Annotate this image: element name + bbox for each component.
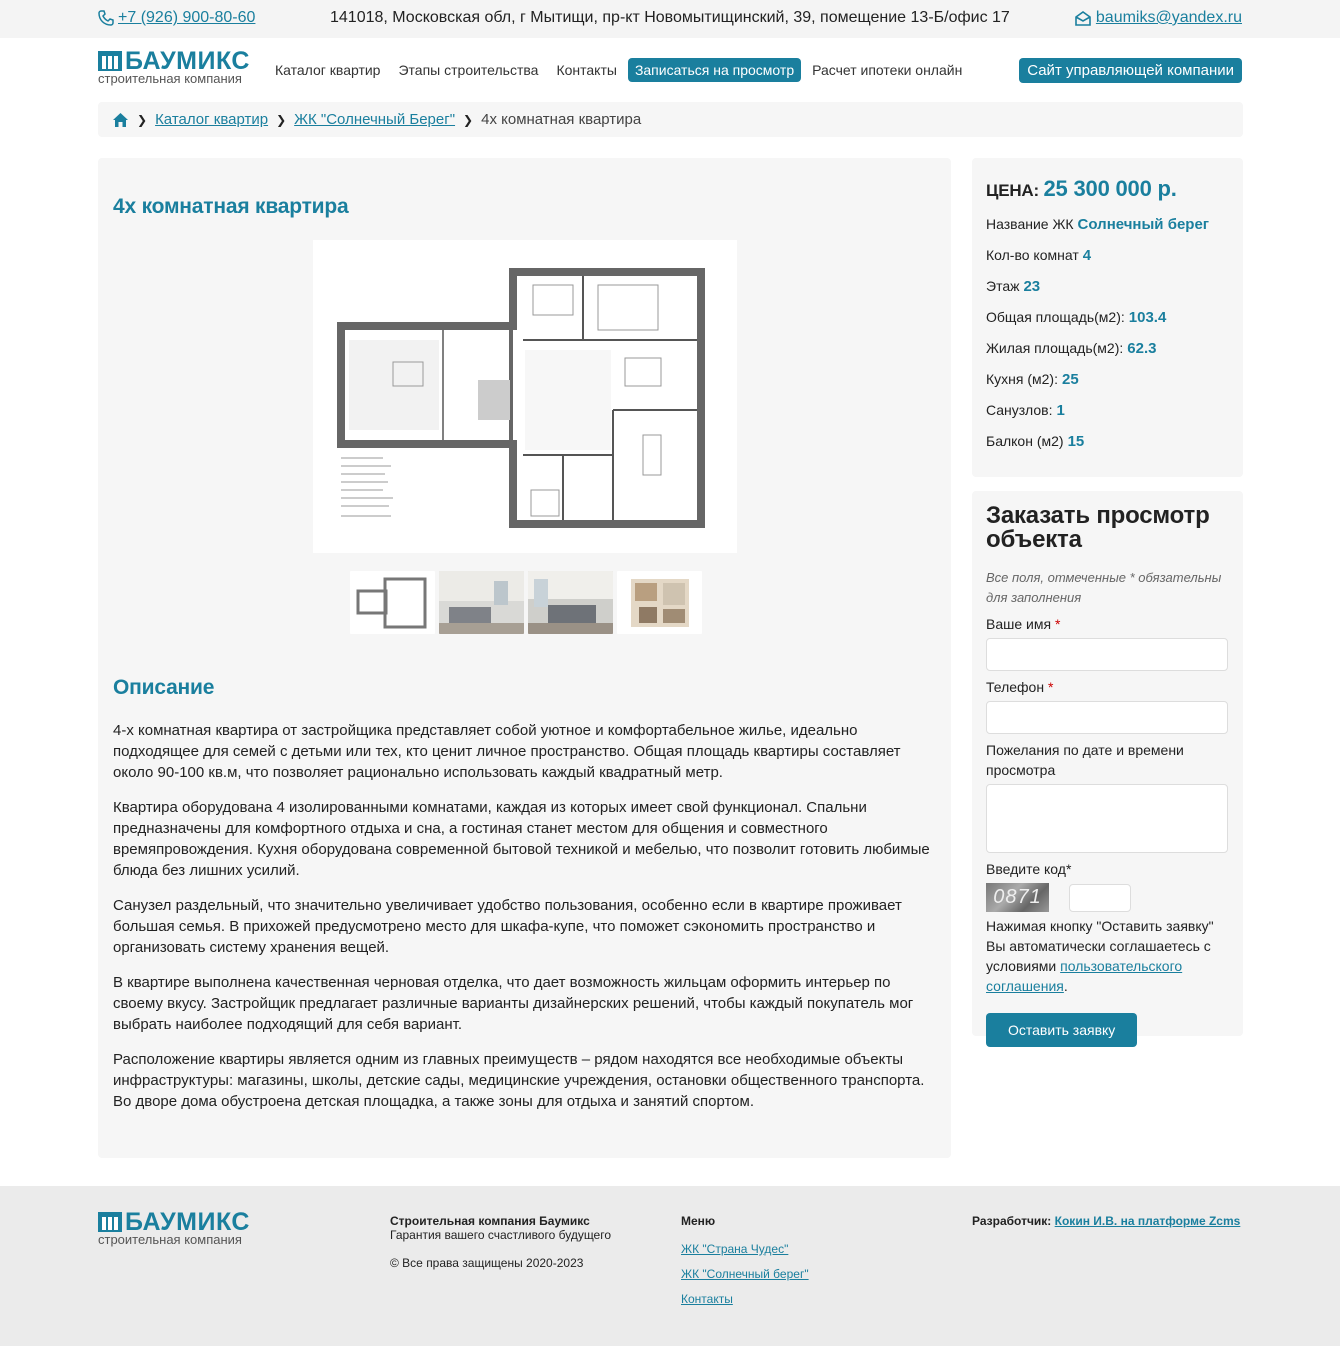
footer-copyright: © Все права защищены 2020-2023 [390,1256,584,1270]
param-row [986,340,1229,357]
form-title: Заказать просмотр объекта [986,502,1210,553]
param-label: Общая площадь(м2): [986,309,1125,325]
breadcrumb-current: 4х комнатная квартира [481,111,642,128]
wishes-label: Пожелания по дате и времени просмотра [986,742,1184,778]
param-label: Санузлов: [986,402,1053,418]
email-link[interactable]: baumiks@yandex.ru [1095,9,1242,26]
chevron-right-icon: ❯ [463,112,474,127]
apartment-card [98,158,951,1158]
logo-building-icon [98,51,122,71]
price-label: ЦЕНА: [986,181,1039,200]
param-label: Кухня (м2): [986,371,1058,387]
phone-icon [98,10,114,26]
thumbnail-floor-plan[interactable] [350,571,435,634]
envelope-icon [1075,11,1091,26]
footer-logo[interactable] [98,1208,258,1247]
phone-label: Телефон * [986,679,1054,695]
user-agreement-link[interactable]: пользовательского соглашения [986,958,1183,994]
param-row [986,278,1229,295]
phone-link[interactable]: +7 (926) 900-80-60 [118,9,256,26]
chevron-right-icon: ❯ [137,112,148,127]
price-value: 25 300 000 р. [1043,176,1177,201]
param-value: 25 [1061,371,1079,388]
description-paragraph: Санузел раздельный, что значительно увеличивает удобство пользования, особенно если в квартире проживает большая семья. В прихожей предусмотрено место для шкафа-купе, что поможет сэкономить пространство и организовать систему хранения вещей. [113,897,902,956]
logo[interactable] [98,47,258,86]
param-value: 103.4 [1128,309,1167,326]
chevron-right-icon: ❯ [276,112,287,127]
name-field[interactable] [986,638,1228,671]
wishes-textarea[interactable] [986,784,1228,853]
thumbnail-living-room-2[interactable] [528,571,613,634]
param-row [986,371,1229,388]
description-paragraph: Квартира оборудована 4 изолированными комнатами, каждая из которых имеет свой функционал. Спальни предназначены для комфортного отдыха и сна, а гостиная станет местом для общения и совместного времяпровождения. Кухня оборудована современной бытовой техникой и мебелью, что позволит готовить любимые блюда без лишних усилий. [113,799,930,879]
thumbnail-living-room[interactable] [439,571,524,634]
submit-button[interactable]: Оставить заявку [986,1013,1137,1047]
breadcrumb-complex[interactable]: ЖК "Солнечный Берег" [294,111,456,128]
param-label: Балкон (м2) [986,433,1064,449]
param-row [986,247,1229,264]
logo-subtitle: строительная компания [98,1232,242,1247]
photo-thumbnails [350,571,702,634]
page-title: 4х комнатная квартира [113,195,349,218]
footer-slogan: Гарантия вашего счастливого будущего [390,1228,612,1242]
floor-plan-image[interactable] [313,240,737,553]
logo-name: БАУМИКС [125,47,250,75]
description-paragraph: В квартире выполнена качественная черновая отделка, что дает возможность жильцам оформить интерьер по своему вкусу. Застройщик предлагает различные варианты дизайнерских решений, чтобы каждый покупатель мог выбрать наиболее подходящий для себя вариант. [113,974,914,1033]
param-label: Этаж [986,278,1020,294]
param-row [986,402,1229,419]
footer-company-name: Строительная компания Баумикс [390,1214,590,1228]
param-value: Солнечный берег [1077,216,1210,233]
apartment-params [972,158,1243,477]
param-row [986,433,1229,450]
param-value: 1 [1056,402,1065,419]
param-value: 62.3 [1127,340,1157,357]
captcha-image: 0871 [986,883,1049,912]
name-label: Ваше имя * [986,616,1061,632]
logo-name: БАУМИКС [125,1208,250,1236]
viewing-request-form [972,491,1243,1036]
developer-label: Разработчик: [972,1214,1052,1228]
consent-text: Нажимая кнопку "Оставить заявку" Вы автоматически соглашаетесь с условиями пользовательского соглашения. [986,918,1214,994]
phone-contact[interactable] [98,9,255,27]
footer-link-solnechny-bereg[interactable]: ЖК "Солнечный берег" [681,1267,809,1281]
home-icon[interactable] [112,112,129,128]
breadcrumb-catalog[interactable]: Каталог квартир [155,111,269,128]
footer-link-strana-chudes[interactable]: ЖК "Страна Чудес" [681,1242,789,1256]
company-address: 141018, Московская обл, г Мытищи, пр-кт Новомытищинский, 39, помещение 13-Б/офис 17 [330,9,1010,26]
footer-link-contacts[interactable]: Контакты [681,1292,733,1306]
email-contact[interactable] [1075,9,1242,27]
breadcrumb [98,102,1243,137]
param-value: 4 [1082,247,1092,264]
form-note: Все поля, отмеченные * обязательны для заполнения [986,570,1222,605]
param-row [986,309,1229,326]
management-company-button[interactable]: Сайт управляющей компании [1019,58,1242,83]
captcha-input[interactable] [1069,884,1131,912]
description-paragraph: Расположение квартиры является одним из главных преимуществ – рядом находятся все необходимые объекты инфраструктуры: магазины, школы, детские сады, медицинские учреждения, остановки общественного транспорта. Во дворе дома обустроена детская площадка, а также зоны для отдыха и занятий спортом. [113,1051,925,1110]
nav-contacts[interactable]: Контакты [556,62,617,78]
footer [0,1186,1340,1346]
footer-company [390,1214,611,1270]
developer-link[interactable]: Кокин И.В. на платформе Zcms [1054,1214,1241,1228]
logo-building-icon [98,1212,122,1232]
thumbnail-3d-plan[interactable] [617,571,702,634]
price [986,176,1229,202]
param-row [986,216,1229,233]
nav-mortgage-calculator[interactable]: Расчет ипотеки онлайн [812,62,963,78]
code-label: Введите код* [986,861,1072,877]
logo-subtitle: строительная компания [98,71,242,86]
phone-field[interactable] [986,701,1228,734]
param-value: 15 [1067,433,1085,450]
footer-menu-title: Меню [681,1214,716,1228]
top-bar [0,0,1340,38]
description-text [113,720,938,1126]
main-nav [268,58,969,82]
footer-developer [972,1214,1240,1228]
param-label: Кол-во комнат [986,247,1079,263]
description-title: Описание [113,676,215,699]
nav-construction-stages[interactable]: Этапы строительства [398,62,539,78]
description-paragraph: 4-х комнатная квартира от застройщика представляет собой уютное и комфортабельное жилье, идеально подходящее для семей с детьми или тех, кто ценит личное пространство. Общая площадь квартиры составляет около 90-100 кв.м, что позволяет рационально использовать каждый квадратный метр. [113,722,901,781]
param-label: Название ЖК [986,216,1074,232]
nav-book-viewing[interactable]: Записаться на просмотр [628,58,801,82]
param-label: Жилая площадь(м2): [986,340,1124,356]
param-value: 23 [1023,278,1041,295]
footer-menu [681,1214,809,1306]
nav-catalog[interactable]: Каталог квартир [275,62,381,78]
